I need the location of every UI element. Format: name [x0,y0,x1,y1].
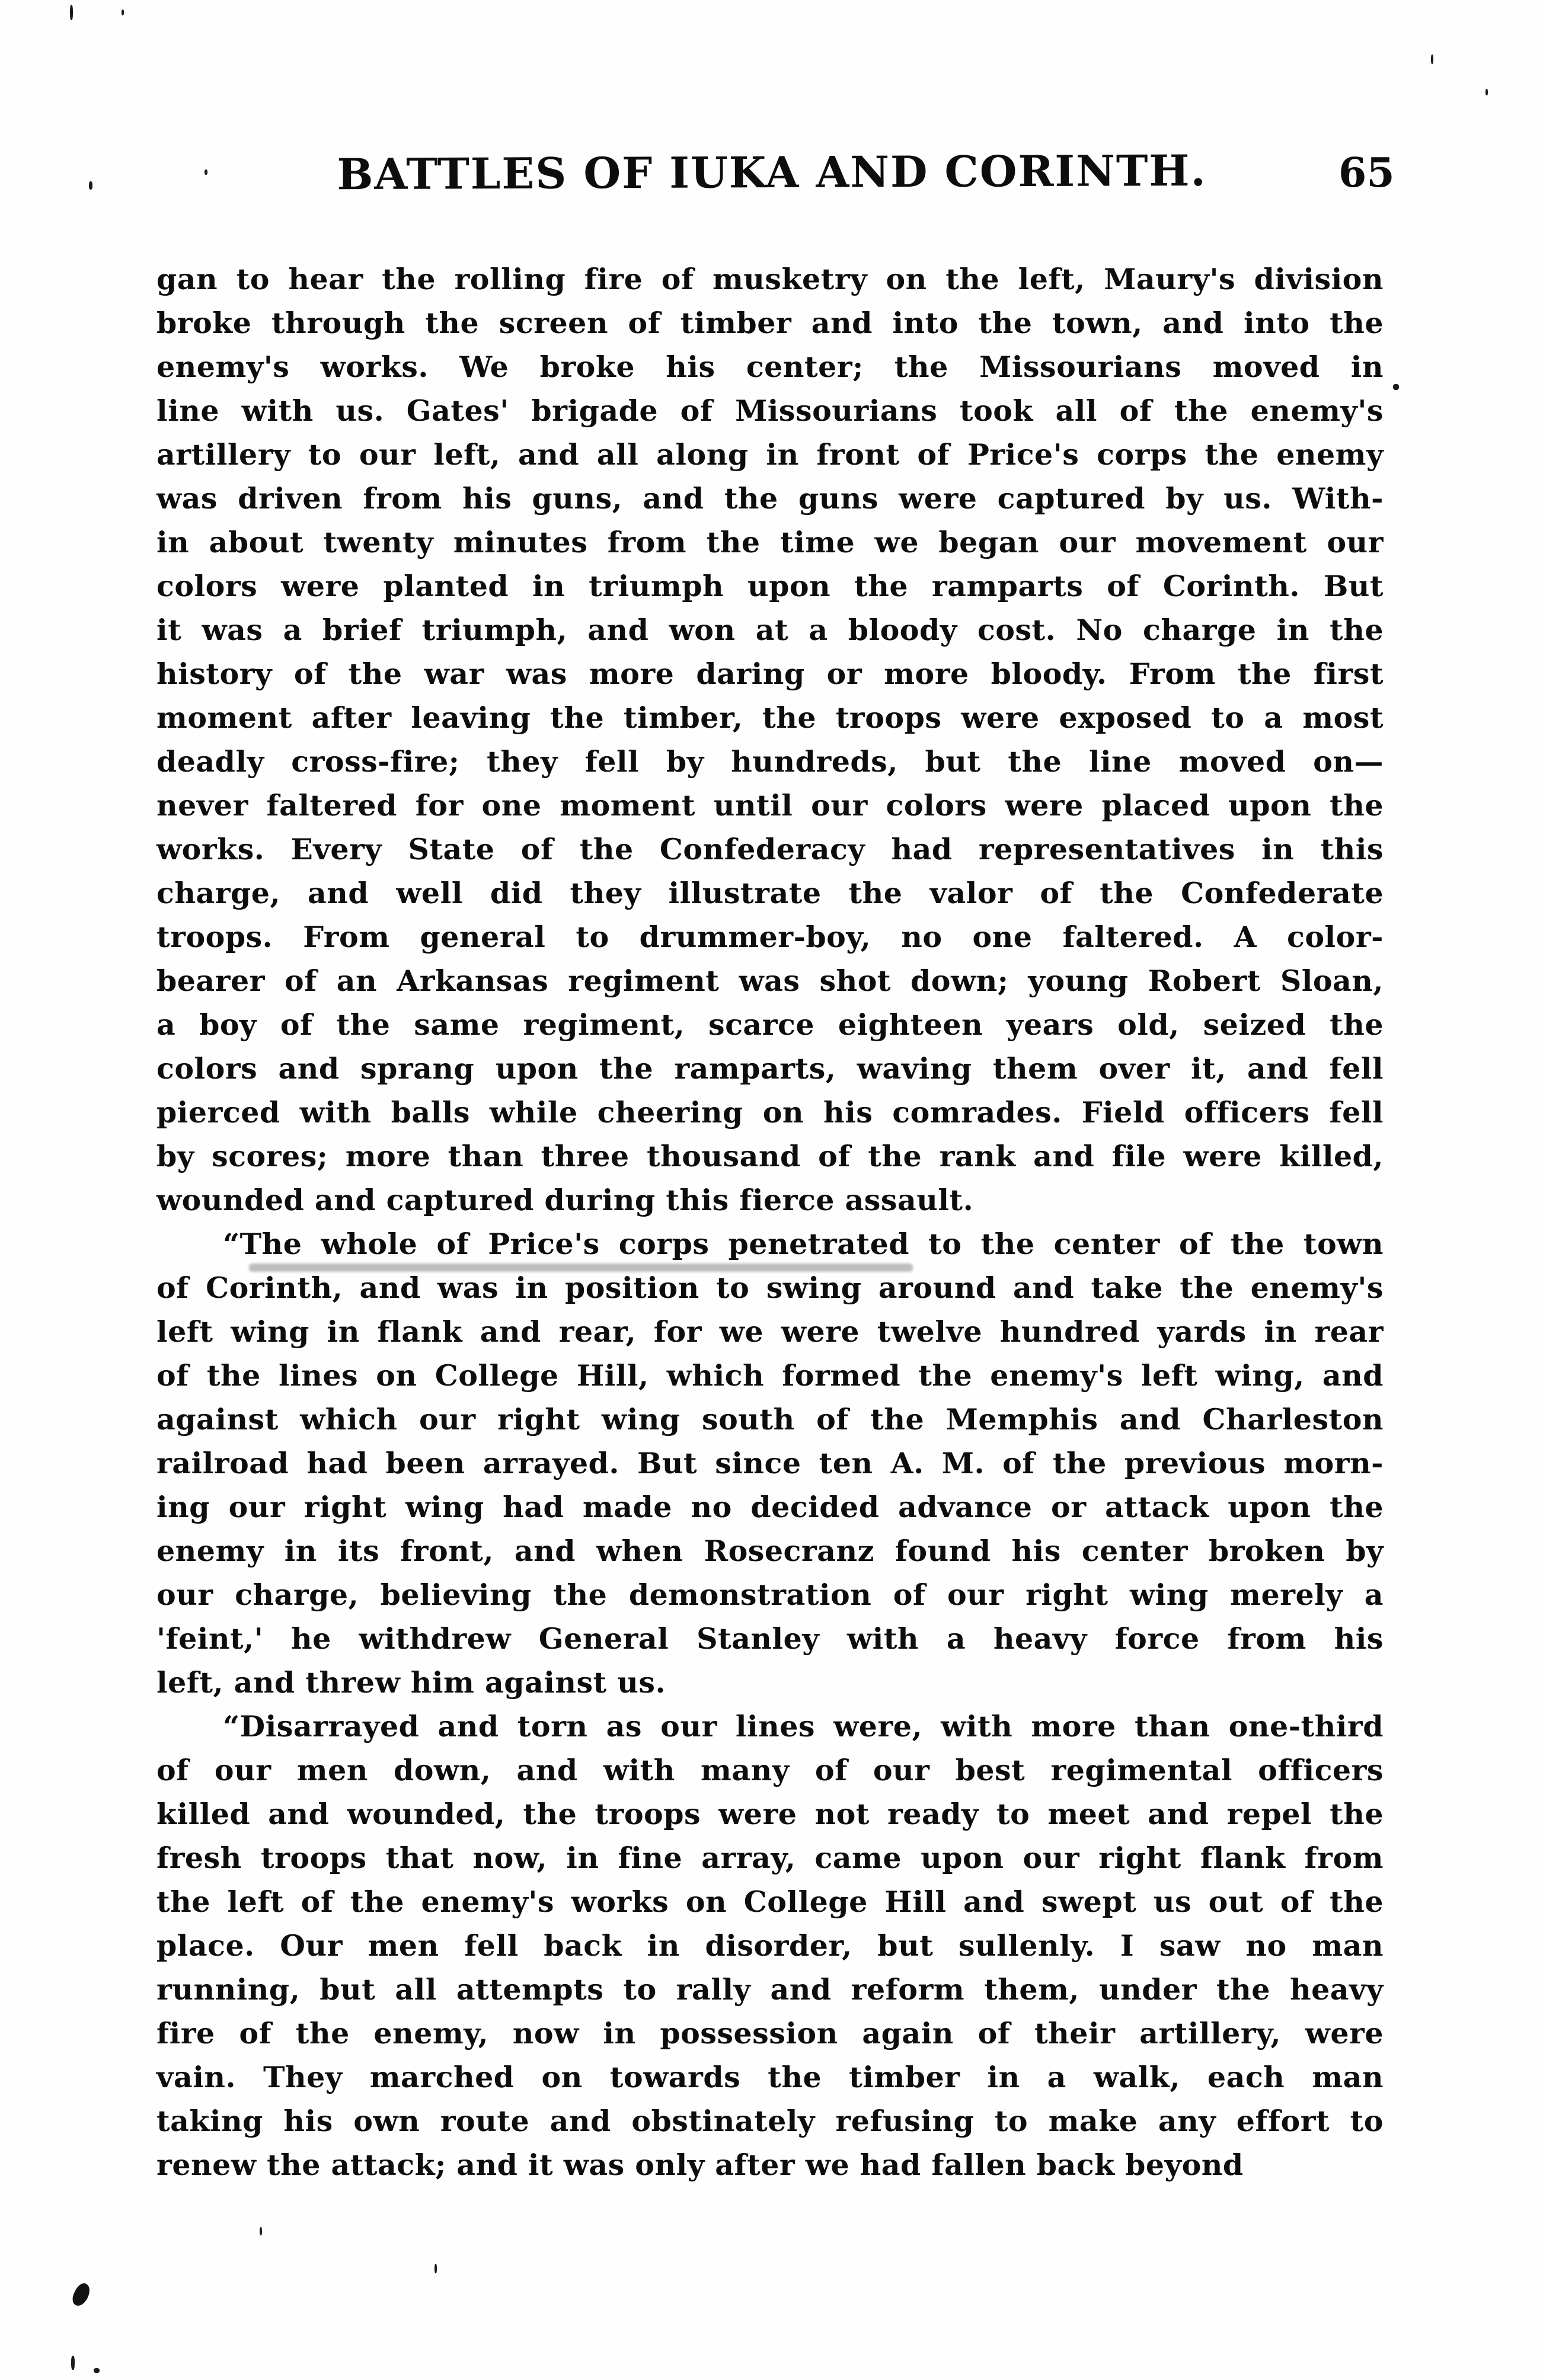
text-line: a boy of the same regiment, scarce eighteen years old, seized the [156,1007,1384,1042]
text-line: railroad had been arrayed. But since ten A. M. of the previous morn- [156,1446,1384,1480]
text-line: left, and threw him against us. [156,1665,666,1700]
text-line: the left of the enemy's works on College Hill and swept us out of the [156,1885,1384,1919]
text-line: was driven from his guns, and the guns were captured by us. With- [156,481,1384,516]
text-line: vain. They marched on towards the timber in a walk, each man [156,2060,1384,2094]
text-line: taking his own route and obstinately refusing to make any effort to [156,2104,1384,2138]
text-line: bearer of an Arkansas regiment was shot down; young Robert Sloan, [156,964,1384,998]
text-line: against which our right wing south of the Memphis and Charleston [156,1402,1384,1437]
paragraph-3 [156,1704,1384,2187]
text-line: colors and sprang upon the ramparts, waving them over it, and fell [156,1051,1384,1086]
scan-speck [1393,384,1399,390]
text-line: fresh troops that now, in fine array, came upon our right flank from [156,1841,1384,1875]
scan-speck [435,2264,437,2273]
text-line: renew the attack; and it was only after we had fallen back beyond [156,2148,1244,2182]
text-line: place. Our men fell back in disorder, but sullenly. I saw no man [156,1928,1384,1963]
text-line: broke through the screen of timber and into the town, and into the [156,306,1384,340]
scan-speck [205,169,207,175]
scan-speck [70,5,73,20]
ink-blob [69,2281,93,2309]
text-line: artillery to our left, and all along in front of Price's corps the enemy [156,437,1384,472]
text-line: wounded and captured during this fierce assault. [156,1183,974,1217]
page-title: BATTLES OF IUKA AND CORINTH. [336,145,1207,200]
ink-smear [249,1263,913,1272]
text-line: never faltered for one moment until our colors were placed upon the [156,788,1384,823]
text-line: of the lines on College Hill, which formed the enemy's left wing, and [156,1358,1384,1393]
text-line: of our men down, and with many of our best regimental officers [156,1753,1384,1787]
text-line: “The whole of Price's corps penetrated to the center of the town [223,1227,1384,1261]
scan-speck [1431,55,1433,64]
text-line: running, but all attempts to rally and reform them, under the heavy [156,1972,1384,2007]
text-line: fire of the enemy, now in possession again of their artillery, were [156,2016,1384,2050]
page-body [156,257,1384,2187]
text-line: history of the war was more daring or more bloody. From the first [156,657,1384,691]
text-line: enemy's works. We broke his center; the Missourians moved in [156,350,1384,384]
paragraph-1 [156,257,1384,1222]
text-line: 'feint,' he withdrew General Stanley with a heavy force from his [156,1621,1384,1656]
scan-speck [260,2227,262,2235]
text-line: our charge, believing the demonstration of our right wing merely a [156,1578,1384,1612]
scan-speck [94,2368,100,2373]
text-line: deadly cross-fire; they fell by hundreds, but the line moved on— [156,744,1384,779]
text-line: ing our right wing had made no decided advance or attack upon the [156,1490,1384,1524]
text-line: gan to hear the rolling fire of musketry on the left, Maury's division [156,262,1384,296]
scan-speck [122,9,124,15]
text-line: enemy in its front, and when Rosecranz found his center broken by [156,1534,1384,1568]
scan-speck [89,181,92,190]
scan-speck [1486,89,1488,95]
text-line: colors were planted in triumph upon the ramparts of Corinth. But [156,569,1384,603]
page-header [0,147,1543,206]
text-line: charge, and well did they illustrate the valor of the Confederate [156,876,1384,910]
text-line: by scores; more than three thousand of the rank and file were killed, [156,1139,1384,1173]
text-line: killed and wounded, the troops were not ready to meet and repel the [156,1797,1384,1831]
text-line: left wing in flank and rear, for we were twelve hundred yards in rear [156,1314,1384,1349]
text-line: “Disarrayed and torn as our lines were, with more than one-third [223,1709,1384,1744]
paragraph-2 [156,1222,1384,1704]
text-line: line with us. Gates' brigade of Missourians took all of the enemy's [156,394,1384,428]
text-line: pierced with balls while cheering on his comrades. Field officers fell [156,1095,1384,1130]
text-line: troops. From general to drummer-boy, no one faltered. A color- [156,920,1384,954]
text-line: it was a brief triumph, and won at a bloody cost. No charge in the [156,613,1384,647]
text-line: of Corinth, and was in position to swing around and take the enemy's [156,1271,1384,1305]
scan-speck [71,2356,75,2370]
text-line: in about twenty minutes from the time we began our movement our [156,525,1384,559]
text-line: moment after leaving the timber, the troops were exposed to a most [156,700,1384,735]
page-number: 65 [1338,149,1395,197]
text-line: works. Every State of the Confederacy had representatives in this [156,832,1384,866]
